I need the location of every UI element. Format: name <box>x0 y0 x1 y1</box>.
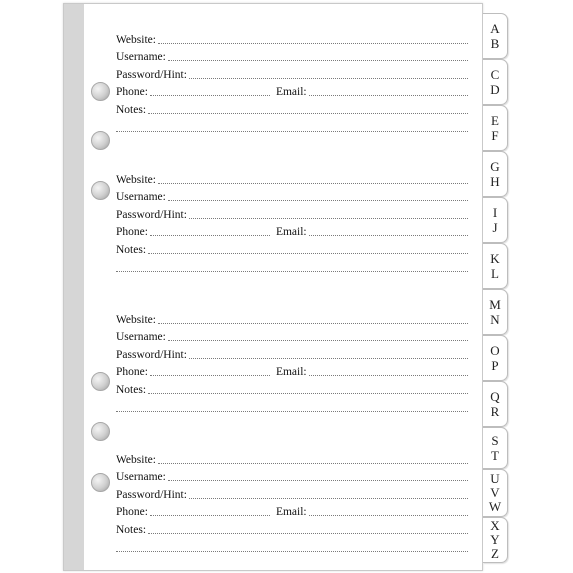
phone-label: Phone: <box>116 86 148 99</box>
phone-email-line[interactable] <box>116 361 468 379</box>
phone-label: Phone: <box>116 226 148 239</box>
entry-block <box>116 168 468 274</box>
punch-hole <box>91 82 110 101</box>
phone-label: Phone: <box>116 366 148 379</box>
username-label: Username: <box>116 331 166 344</box>
username-line[interactable] <box>116 326 468 344</box>
tab-letter: J <box>492 220 498 235</box>
notes-line[interactable] <box>116 238 468 256</box>
alphabet-tabs <box>483 5 509 565</box>
tab-letter: E <box>491 113 499 128</box>
password-log-page <box>63 3 483 571</box>
binding-strip <box>64 4 84 570</box>
tab-kl[interactable] <box>483 243 508 289</box>
password-label: Password/Hint: <box>116 208 187 221</box>
username-label: Username: <box>116 51 166 64</box>
website-line[interactable] <box>116 168 468 186</box>
entry-block <box>116 448 468 554</box>
password-label: Password/Hint: <box>116 348 187 361</box>
entry-block <box>116 308 468 414</box>
tab-letter: N <box>490 312 500 327</box>
tab-letter: H <box>490 174 500 189</box>
entry-block <box>116 28 468 134</box>
tab-letter: A <box>490 21 500 36</box>
tab-letter: M <box>489 297 501 312</box>
notes-extra-line[interactable] <box>116 116 468 134</box>
notes-extra-line[interactable] <box>116 396 468 414</box>
tab-letter: V <box>490 485 500 500</box>
tab-letter: R <box>490 404 500 419</box>
email-label: Email: <box>275 86 307 99</box>
tab-letter: G <box>490 159 500 174</box>
tab-letter: C <box>490 67 500 82</box>
tab-gh[interactable] <box>483 151 508 197</box>
email-label: Email: <box>275 366 307 379</box>
tab-letter: Q <box>490 389 500 404</box>
website-label: Website: <box>116 453 156 466</box>
tab-xyz[interactable] <box>483 517 508 563</box>
email-label: Email: <box>275 226 307 239</box>
website-label: Website: <box>116 173 156 186</box>
tab-letter: Z <box>491 546 499 561</box>
tab-letter: U <box>490 471 500 486</box>
notes-label: Notes: <box>116 383 147 396</box>
phone-email-line[interactable] <box>116 501 468 519</box>
tab-letter: S <box>491 433 499 448</box>
notes-extra-line[interactable] <box>116 536 468 554</box>
username-line[interactable] <box>116 46 468 64</box>
punch-hole <box>91 473 110 492</box>
tab-uvw[interactable] <box>483 469 508 517</box>
website-line[interactable] <box>116 448 468 466</box>
phone-email-line[interactable] <box>116 81 468 99</box>
notes-label: Notes: <box>116 103 147 116</box>
username-label: Username: <box>116 471 166 484</box>
username-line[interactable] <box>116 186 468 204</box>
tab-qr[interactable] <box>483 381 508 427</box>
username-label: Username: <box>116 191 166 204</box>
tab-letter: D <box>490 82 500 97</box>
password-label: Password/Hint: <box>116 68 187 81</box>
tab-letter: P <box>491 358 499 373</box>
tab-letter: F <box>491 128 499 143</box>
tab-letter: B <box>490 36 500 51</box>
website-label: Website: <box>116 313 156 326</box>
password-line[interactable] <box>116 483 468 501</box>
notes-line[interactable] <box>116 98 468 116</box>
notes-line[interactable] <box>116 378 468 396</box>
tab-letter: T <box>491 448 499 463</box>
password-line[interactable] <box>116 63 468 81</box>
phone-email-line[interactable] <box>116 221 468 239</box>
tab-ij[interactable] <box>483 197 508 243</box>
notes-label: Notes: <box>116 523 147 536</box>
website-line[interactable] <box>116 28 468 46</box>
notes-extra-line[interactable] <box>116 256 468 274</box>
password-label: Password/Hint: <box>116 488 187 501</box>
tab-letter: Y <box>490 532 500 547</box>
tab-op[interactable] <box>483 335 508 381</box>
password-line[interactable] <box>116 343 468 361</box>
tab-letter: L <box>491 266 499 281</box>
punch-hole <box>91 422 110 441</box>
tab-ab[interactable] <box>483 13 508 59</box>
tab-cd[interactable] <box>483 59 508 105</box>
username-line[interactable] <box>116 466 468 484</box>
email-label: Email: <box>275 506 307 519</box>
website-line[interactable] <box>116 308 468 326</box>
punch-hole <box>91 372 110 391</box>
notes-line[interactable] <box>116 518 468 536</box>
punch-hole <box>91 131 110 150</box>
website-label: Website: <box>116 33 156 46</box>
punch-hole <box>91 181 110 200</box>
notes-label: Notes: <box>116 243 147 256</box>
tab-letter: X <box>490 518 500 533</box>
password-line[interactable] <box>116 203 468 221</box>
tab-letter: O <box>490 343 500 358</box>
tab-letter: W <box>488 499 502 514</box>
phone-label: Phone: <box>116 506 148 519</box>
tab-st[interactable] <box>483 427 508 469</box>
tab-letter: K <box>490 251 500 266</box>
tab-ef[interactable] <box>483 105 508 151</box>
tab-letter: I <box>492 205 498 220</box>
tab-mn[interactable] <box>483 289 508 335</box>
